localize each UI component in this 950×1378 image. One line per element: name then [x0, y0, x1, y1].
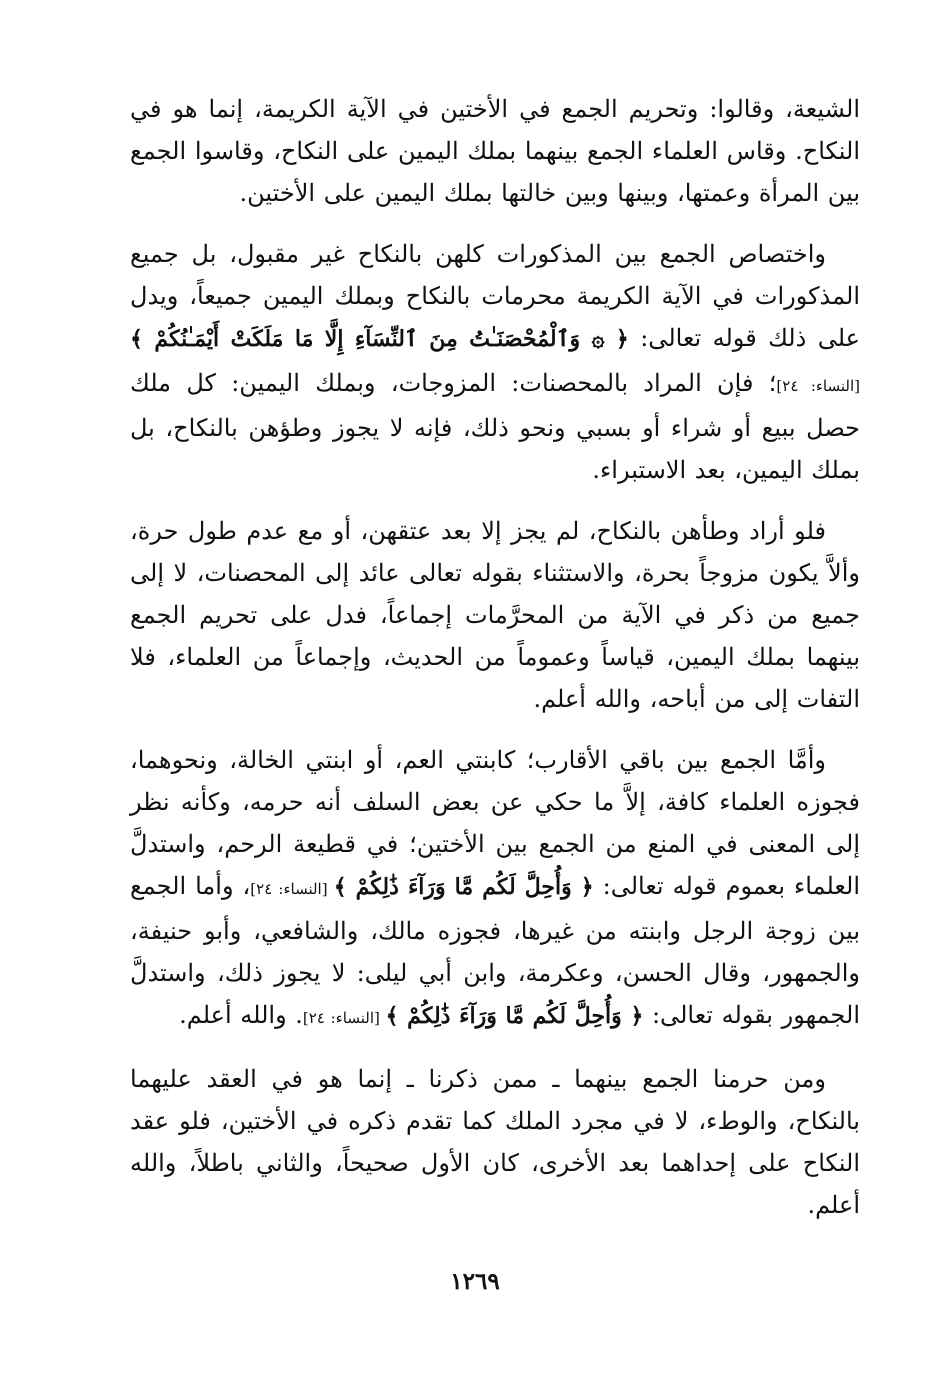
paragraph-text: ، وأما الجمع بين زوجة الرجل وابنته من غيرها، فجوزه مالك، والشافعي، وأبو حنيفة، والجمهور، وقال الحسن، وعكرمة، وابن أبي ليلى: لا يجوز ذلك، واستدلَّ الجمهور بقوله تعالى:: [130, 872, 860, 1029]
paragraph-text: وأمَّا الجمع بين باقي الأقارب؛ كابنتي العم، أو ابنتي الخالة، ونحوهما، فجوزه العلماء كافة، إلاَّ ما حكي عن بعض السلف أنه حرمه، وكأنه نظر إلى المعنى في المنع من الجمع بين الأختين؛ في قطيعة الرحم، واستدلَّ العلماء بعموم قوله تعالى:: [130, 746, 860, 900]
paragraph-text: ومن حرمنا الجمع بينهما ـ ممن ذكرنا ـ إنما هو في العقد عليهما بالنكاح، والوطء، لا في مجرد الملك كما تقدم ذكره في الأختين، فلو عقد النكاح على إحداهما بعد الأخرى، كان الأول صحيحاً، والثاني باطلاً، والله أعلم.: [130, 1065, 860, 1219]
quran-verse: ﴿ وَأُحِلَّ لَكُم مَّا وَرَآءَ ذَٰلِكُمْ ﴾: [333, 874, 594, 900]
paragraph-1: [130, 88, 860, 214]
verse-reference: [النساء: ٢٤]: [250, 880, 334, 898]
paragraph-text: . والله أعلم.: [179, 1001, 303, 1029]
quran-verse: ﴿ ۞ وَٱلْمُحْصَنَـٰتُ مِنَ ٱلنِّسَآءِ إِلَّا مَا مَلَكَتْ أَيْمَـٰنُكُمْ ﴾: [130, 326, 629, 352]
paragraph-3: [130, 510, 860, 720]
paragraph-text: فلو أراد وطأهن بالنكاح، لم يجز إلا بعد عتقهن، أو مع عدم طول حرة، وألاَّ يكون مزوجاً بحرة، والاستثناء بقوله تعالى عائد إلى المحصنات، لا إلى جميع من ذكر في الآية من المحرَّمات إجماعاً، فدل على تحريم الجمع بينهما بملك اليمين، قياساً وعموماً من الحديث، وإجماعاً من العلماء، فلا التفات إلى من أباحه، والله أعلم.: [130, 517, 860, 713]
paragraph-text: واختصاص الجمع بين المذكورات كلهن بالنكاح غير مقبول، بل جميع المذكورات في الآية الكريمة محرمات بالنكاح وبملك اليمين جميعاً، ويدل على ذلك قوله تعالى:: [130, 240, 861, 352]
paragraph-2: [130, 233, 860, 491]
paragraph-5: [130, 1058, 860, 1226]
page-number: ١٢٦٩: [450, 1268, 500, 1295]
paragraph-text: الشيعة، وقالوا: وتحريم الجمع في الأختين في الآية الكريمة، إنما هو في النكاح. وقاس العلماء الجمع بينهما بملك اليمين على النكاح، وقاسوا الجمع بين المرأة وعمتها، وبينها وبين خالتها بملك اليمين على الأختين.: [130, 95, 860, 207]
page-body: [130, 88, 860, 1245]
quran-verse: ﴿ وَأُحِلَّ لَكُم مَّا وَرَآءَ ذَٰلِكُمْ ﴾: [385, 1003, 644, 1029]
verse-reference: [النساء: ٢٤]: [302, 1009, 386, 1027]
paragraph-4: [130, 739, 860, 1039]
verse-reference: [النساء: ٢٤]: [776, 377, 861, 395]
paragraph-text: ؛ فإن المراد بالمحصنات: المزوجات، وبملك اليمين: كل ملك حصل ببيع أو شراء أو بسبي ونحو ذلك، فإنه لا يجوز وطؤهن بالنكاح، بل بملك اليمين، بعد الاستبراء.: [130, 369, 860, 484]
